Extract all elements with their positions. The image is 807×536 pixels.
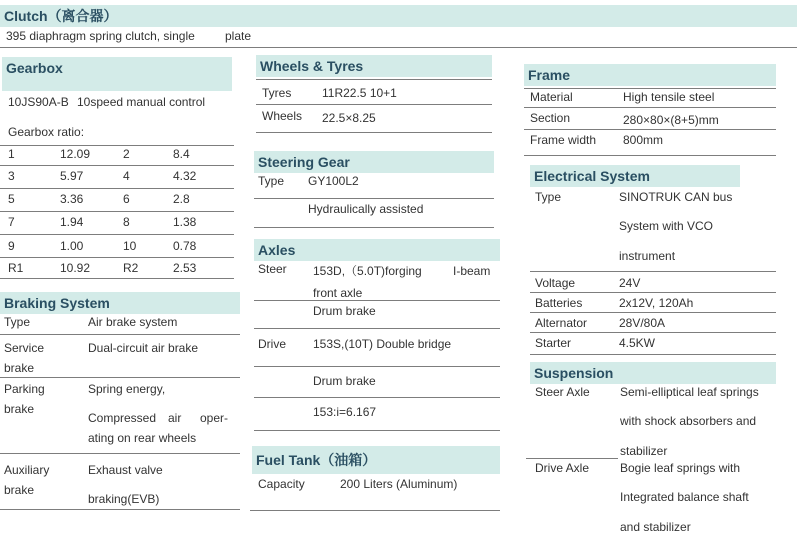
susp-steer-value-1: Semi-elliptical leaf springs <box>620 385 759 399</box>
axle-steer-brake: Drum brake <box>313 304 376 318</box>
gear-number: 4 <box>123 169 130 183</box>
wheels-value: 22.5×8.25 <box>322 111 376 125</box>
divider <box>530 292 776 293</box>
gear-row-divider <box>0 165 234 166</box>
divider <box>0 145 234 146</box>
clutch-header: Clutch（离合器） <box>0 5 797 27</box>
gear-row-divider <box>0 188 234 189</box>
braking-header: Braking System <box>0 292 240 314</box>
gear-number: 3 <box>8 169 15 183</box>
divider <box>524 88 776 89</box>
service-brake-label: Service <box>4 341 45 355</box>
frame-width-label: Frame width <box>530 133 597 147</box>
gear-ratio-value: 1.94 <box>60 215 84 229</box>
aux-brake-value: Exhaust valve <box>88 463 163 477</box>
wheels-label: Wheels <box>262 109 303 123</box>
gear-number: 10 <box>123 239 137 253</box>
gearbox-ratio-label: Gearbox ratio: <box>8 125 85 139</box>
frame-header: Frame <box>524 64 776 86</box>
fuel-capacity-label: Capacity <box>258 477 305 491</box>
susp-steer-value-3: stabilizer <box>620 444 668 458</box>
service-brake-label-2: brake <box>4 361 35 375</box>
gear-number: 6 <box>123 192 130 206</box>
gear-number: 7 <box>8 215 15 229</box>
electrical-header: Electrical System <box>530 165 740 187</box>
divider <box>530 312 776 313</box>
susp-steer-label: Steer Axle <box>535 385 590 399</box>
starter-label: Starter <box>535 336 572 350</box>
divider <box>530 354 776 355</box>
divider <box>254 227 494 228</box>
parking-brake-label: Parking <box>4 382 45 396</box>
braking-type-label: Type <box>4 315 31 329</box>
starter-value: 4.5KW <box>619 336 656 350</box>
gear-row-divider <box>0 278 234 279</box>
frame-material-label: Material <box>530 90 573 104</box>
electrical-type-value-3: instrument <box>619 249 676 263</box>
susp-drive-value-2: Integrated balance shaft <box>620 490 749 504</box>
frame-width-value: 800mm <box>623 133 664 147</box>
parking-brake-label-2: brake <box>4 402 35 416</box>
divider <box>254 198 494 199</box>
divider <box>0 377 240 378</box>
susp-drive-value-1: Bogie leaf springs with <box>620 461 741 475</box>
parking-brake-value-3: ating on rear wheels <box>88 431 197 445</box>
divider <box>0 453 240 454</box>
divider <box>254 397 500 398</box>
aux-brake-value-2: braking(EVB) <box>88 492 160 506</box>
aux-brake-label: Auxiliary <box>4 463 50 477</box>
gear-number: 1 <box>8 147 15 161</box>
divider <box>254 430 500 431</box>
gear-ratio-value: 1.00 <box>60 239 84 253</box>
axle-steer-value-2: front axle <box>313 286 363 300</box>
suspension-header: Suspension <box>530 362 776 384</box>
parking-brake-value: Spring energy, <box>88 382 166 396</box>
frame-section-label: Section <box>530 111 571 125</box>
divider <box>250 510 500 511</box>
parking-brake-value-2a: Compressed <box>88 411 157 425</box>
frame-section-value: 280×80×(8+5)mm <box>623 113 719 127</box>
divider <box>254 328 500 329</box>
susp-drive-label: Drive Axle <box>535 461 590 475</box>
divider <box>256 104 492 105</box>
susp-steer-value-2: with shock absorbers and <box>620 414 757 428</box>
gear-number: 5 <box>8 192 15 206</box>
steering-desc: Hydraulically assisted <box>308 202 424 216</box>
tyres-label: Tyres <box>262 86 292 100</box>
frame-material-value: High tensile steel <box>623 90 715 104</box>
braking-type-value: Air brake system <box>88 315 178 329</box>
gear-ratio-value: 2.8 <box>173 192 190 206</box>
gear-ratio-value: 2.53 <box>173 261 197 275</box>
service-brake-value: Dual-circuit air brake <box>88 341 199 355</box>
wheels-header: Wheels & Tyres <box>256 55 492 77</box>
gear-number: 2 <box>123 147 130 161</box>
gear-ratio-value: 10.92 <box>60 261 91 275</box>
susp-drive-value-3: and stabilizer <box>620 520 691 534</box>
gear-row-divider <box>0 211 234 212</box>
divider <box>254 300 500 301</box>
batteries-label: Batteries <box>535 296 583 310</box>
tyres-value: 11R22.5 10+1 <box>322 86 397 100</box>
gearbox-model: 10JS90A-B <box>8 95 69 109</box>
steering-header: Steering Gear <box>254 151 494 173</box>
gear-ratio-value: 3.36 <box>60 192 84 206</box>
fuel-header: Fuel Tank（油箱） <box>252 446 500 474</box>
voltage-value: 24V <box>619 276 641 290</box>
axle-drive-ratio: 153:i=6.167 <box>313 405 377 419</box>
axle-steer-value: 153D,（5.0T)forging <box>313 264 422 278</box>
electrical-type-value-1: SINOTRUK CAN bus <box>619 190 733 204</box>
divider <box>526 458 618 459</box>
divider <box>256 132 492 133</box>
divider <box>524 129 776 130</box>
divider <box>0 509 240 510</box>
divider <box>254 366 500 367</box>
axles-header: Axles <box>254 239 500 261</box>
gear-ratio-value: 8.4 <box>173 147 190 161</box>
batteries-value: 2x12V, 120Ah <box>619 296 694 310</box>
gear-number: R2 <box>123 261 139 275</box>
divider <box>0 334 240 335</box>
voltage-label: Voltage <box>535 276 576 290</box>
divider <box>256 79 492 80</box>
alternator-value: 28V/80A <box>619 316 666 330</box>
gear-number: R1 <box>8 261 24 275</box>
axle-drive-brake: Drum brake <box>313 374 376 388</box>
divider <box>524 155 776 156</box>
gear-ratio-value: 1.38 <box>173 215 197 229</box>
parking-brake-value-2b: air <box>168 411 182 425</box>
alternator-label: Alternator <box>535 316 588 330</box>
gear-ratio-value: 5.97 <box>60 169 84 183</box>
axle-steer-label: Steer <box>258 262 287 276</box>
axle-drive-label: Drive <box>258 337 287 351</box>
parking-brake-value-2c: oper- <box>200 411 229 425</box>
gear-ratio-value: 0.78 <box>173 239 197 253</box>
fuel-capacity-value: 200 Liters (Aluminum) <box>340 477 458 491</box>
divider <box>530 271 776 272</box>
gear-row-divider <box>0 234 234 235</box>
aux-brake-label-2: brake <box>4 483 35 497</box>
divider <box>524 107 776 108</box>
gear-ratio-value: 4.32 <box>173 169 197 183</box>
clutch-desc: 395 diaphragm spring clutch, single <box>6 29 195 43</box>
clutch-desc-2: plate <box>225 29 252 43</box>
divider <box>530 332 776 333</box>
axle-drive-value: 153S,(10T) Double bridge <box>313 337 452 351</box>
electrical-type-value-2: System with VCO <box>619 219 714 233</box>
axle-steer-value-b: I-beam <box>453 264 491 278</box>
steering-type-label: Type <box>258 174 285 188</box>
steering-type-value: GY100L2 <box>308 174 359 188</box>
gearbox-control: 10speed manual control <box>77 95 206 109</box>
gearbox-header: Gearbox <box>2 57 232 91</box>
gear-number: 8 <box>123 215 130 229</box>
gear-row-divider <box>0 257 234 258</box>
gear-ratio-value: 12.09 <box>60 147 91 161</box>
electrical-type-label: Type <box>535 190 562 204</box>
divider <box>0 47 797 48</box>
gear-number: 9 <box>8 239 15 253</box>
